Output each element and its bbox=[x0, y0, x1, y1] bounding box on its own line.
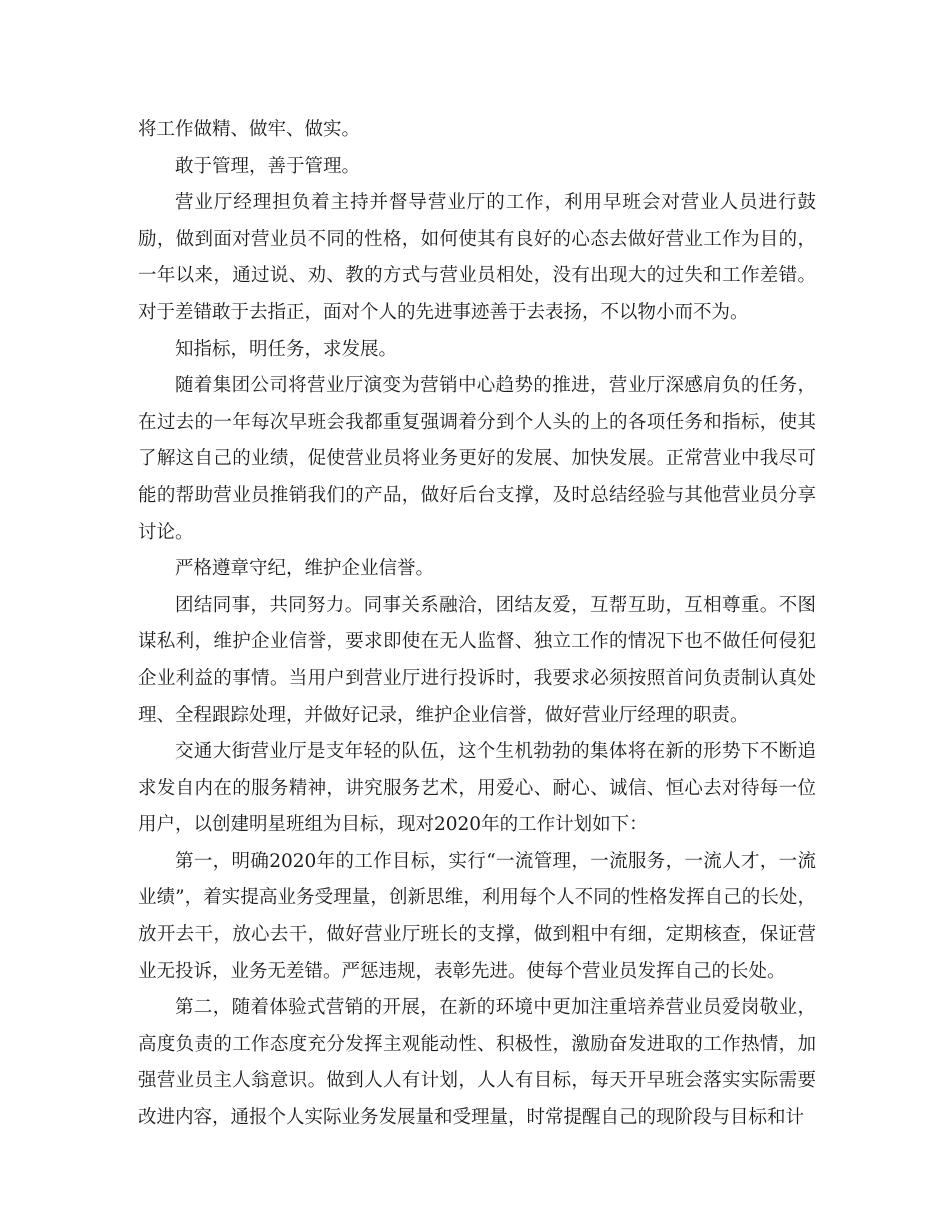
paragraph-4: 知指标，明任务，求发展。 bbox=[175, 338, 398, 360]
paragraph-9: 第一，明确2020年的工作目标，实行“一流管理，一流服务，一流人才，一流业绩”，着实提高业务受理量，创新思维，利用每个人不同的性格发挥自己的长处，放开去干，放心去干，做好营业厅班长的支撑，做到粗中有细，定期核查，保证营业无投诉，业务无差错。严惩违规，表彰先进。使每个营业员发挥自己的长处。 bbox=[138, 850, 816, 982]
paragraph-1: 将工作做精、做牢、做实。 bbox=[138, 119, 361, 140]
paragraph-10: 第二，随着体验式营销的开展，在新的环境中更加注重培养营业员爱岗敬业，高度负责的工作态度充分发挥主观能动性、积极性，激励奋发进取的工作热情，加强营业员主人翁意识。做到人人有计划，人人有目标，每天开早班会落实实际需要改进内容，通报个人实际业务发展量和受理量，时常提醒自己的现阶段与目标和计 bbox=[138, 997, 816, 1129]
paragraph-2: 敢于管理，善于管理。 bbox=[175, 155, 361, 177]
paragraph-5: 随着集团公司将营业厅演变为营销中心趋势的推进，营业厅深感肩负的任务，在过去的一年每次早班会我都重复强调着分到个人头的上的各项任务和指标，使其了解这自己的业绩，促使营业员将业务更好的发展、加快发展。正常营业中我尽可能的帮助营业员推销我们的产品，做好后台支撑，及时总结经验与其他营业员分享讨论。 bbox=[138, 375, 816, 543]
paragraph-6: 严格遵章守纪，维护企业信誉。 bbox=[175, 558, 435, 580]
document-body bbox=[138, 112, 816, 1137]
paragraph-8: 交通大街营业厅是支年轻的队伍，这个生机勃勃的集体将在新的形势下不断追求发自内在的服务精神，讲究服务艺术，用爱心、耐心、诚信、恒心去对待每一位用户，以创建明星班组为目标，现对2020年的工作计划如下： bbox=[138, 741, 816, 836]
paragraph-7: 团结同事，共同努力。同事关系融洽，团结友爱，互帮互助，互相尊重。不图谋私利，维护企业信誉，要求即使在无人监督、独立工作的情况下也不做任何侵犯企业利益的事情。当用户到营业厅进行投诉时，我要求必须按照首问负责制认真处理、全程跟踪处理，并做好记录，维护企业信誉，做好营业厅经理的职责。 bbox=[138, 594, 816, 726]
paragraph-3: 营业厅经理担负着主持并督导营业厅的工作，利用早班会对营业人员进行鼓励，做到面对营业员不同的性格，如何使其有良好的心态去做好营业工作为目的，一年以来，通过说、劝、教的方式与营业员相处，没有出现大的过失和工作差错。对于差错敢于去指正，面对个人的先进事迹善于去表扬，不以物小而不为。 bbox=[138, 192, 816, 323]
